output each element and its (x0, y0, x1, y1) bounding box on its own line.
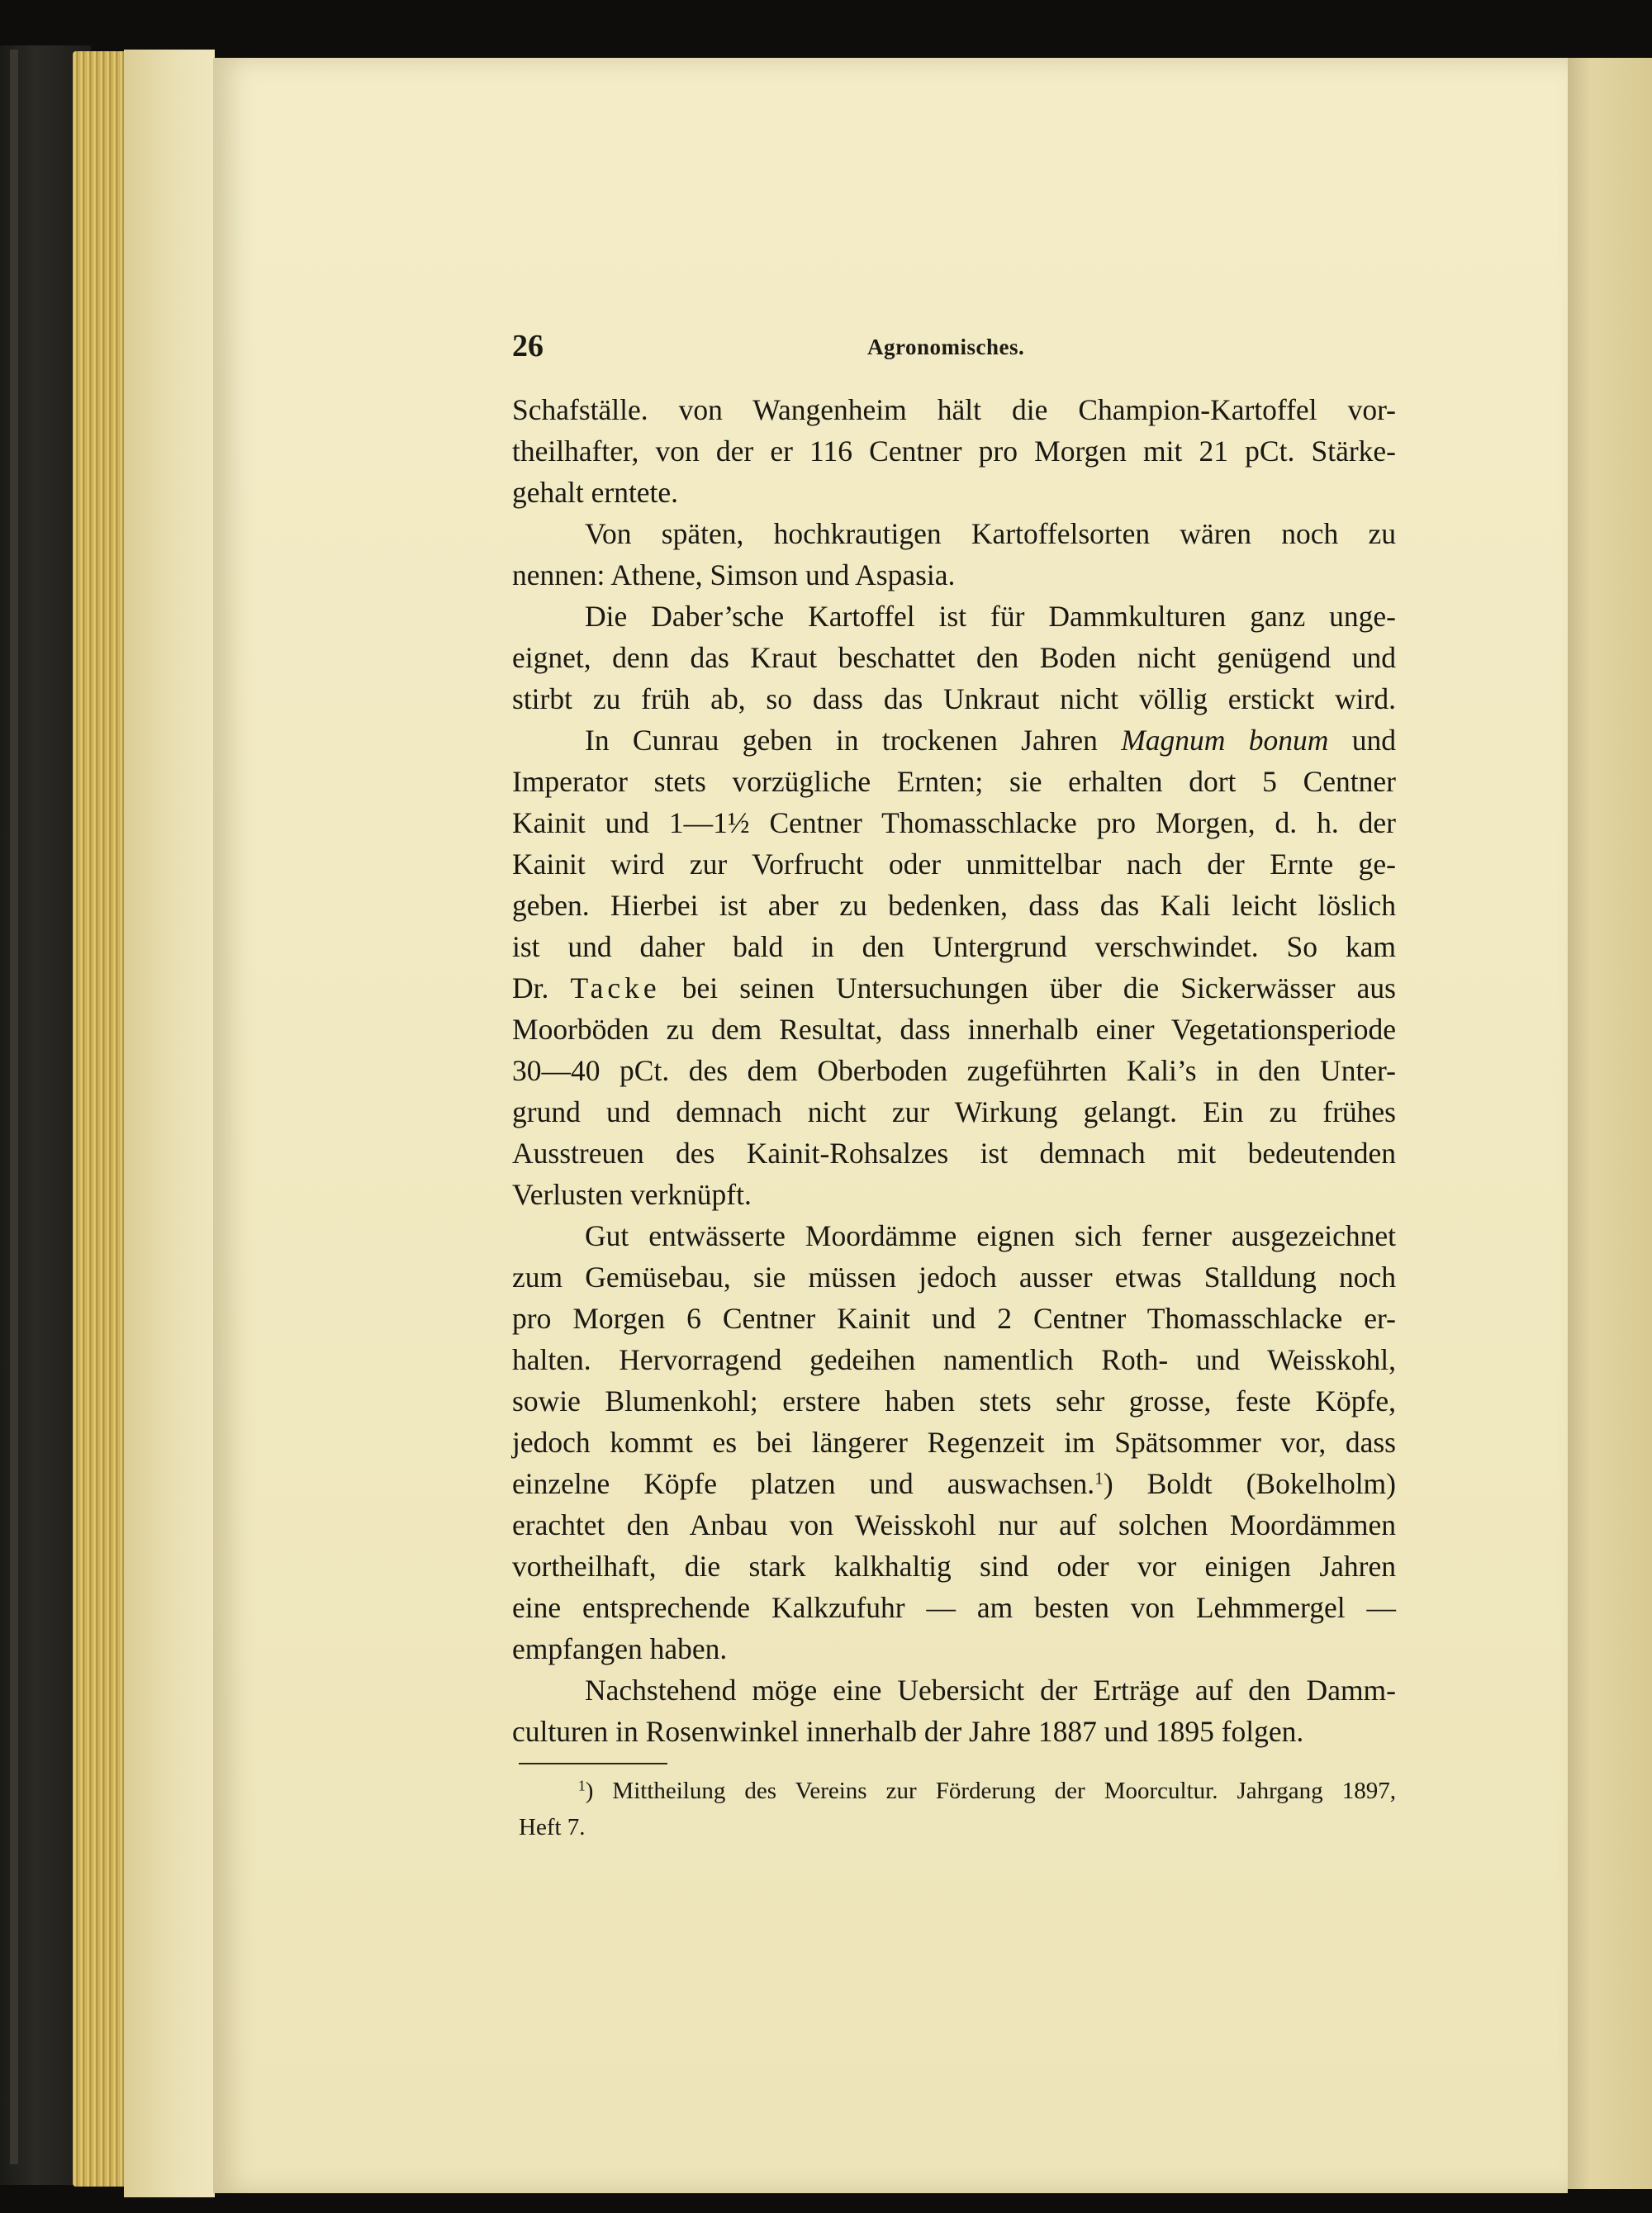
text-line: Kainit wird zur Vorfrucht oder unmittelbar nach der Ernte ge- (512, 848, 1396, 881)
text-line: Nachstehend möge eine Uebersicht der Erträge auf den Damm- (585, 1674, 1396, 1707)
footnote (519, 1773, 1396, 1845)
italic-variety-name: Magnum bonum (1121, 724, 1329, 757)
page-header (512, 328, 1421, 369)
text-line: culturen in Rosenwinkel innerhalb der Jahre 1887 und 1895 folgen. (512, 1715, 1304, 1748)
text-line: gehalt erntete. (512, 476, 679, 509)
footnote-reference: 1 (1094, 1468, 1104, 1489)
text-line: eignet, denn das Kraut beschattet den Boden nicht genügend und (512, 641, 1396, 674)
text-line: zum Gemüsebau, sie müssen jedoch ausser etwas Stalldung noch (512, 1261, 1396, 1294)
facing-page-edge (1565, 58, 1652, 2189)
text-line: eine entsprechende Kalkzufuhr — am besten von Lehmmergel — (512, 1591, 1396, 1624)
spaced-author-name: Tacke (570, 971, 661, 1004)
text-line: sowie Blumenkohl; erstere haben stets sehr grosse, feste Köpfe, (512, 1384, 1396, 1418)
text-line: Gut entwässerte Moordämme eignen sich ferner ausgezeichnet (585, 1219, 1396, 1252)
text-line: Ausstreuen des Kainit-Rohsalzes ist demnach mit bedeutenden (512, 1137, 1396, 1170)
text-line: stirbt zu früh ab, so dass das Unkraut nicht völlig erstickt wird. (512, 682, 1396, 715)
text-line: Verlusten verknüpft. (512, 1178, 752, 1211)
cover-edge (10, 50, 18, 2164)
text-line: theilhafter, von der er 116 Centner pro Morgen mit 21 pCt. Stärke- (512, 435, 1396, 468)
body-text (512, 389, 1396, 1752)
text-line-tacke: Dr. Tacke bei seinen Untersuchungen über die Sickerwässer aus (512, 971, 1397, 1004)
running-title: Agronomisches. (867, 335, 1025, 359)
text-line: jedoch kommt es bei längerer Regenzeit im Spätsommer vor, dass (512, 1426, 1396, 1459)
text-line: Schafställe. von Wangenheim hält die Champion-Kartoffel vor- (512, 393, 1396, 426)
footnote-line: $^1$) Mittheilung des Vereins zur Förderung der Moorcultur. Jahrgang 1897, (578, 1777, 1396, 1804)
footnote-line: Heft 7. (519, 1814, 586, 1840)
text-line: Die Daber’sche Kartoffel ist für Dammkulturen ganz unge- (585, 600, 1396, 633)
footnote-rule (519, 1763, 667, 1764)
text-line-magnum-bonum: In Cunrau geben in trockenen Jahren Magnum bonum und (585, 724, 1396, 757)
text-line: nennen: Athene, Simson und Aspasia. (512, 558, 956, 591)
text-line: empfangen haben. (512, 1632, 728, 1665)
page-stack-shadow (124, 50, 215, 2197)
text-line: Imperator stets vorzügliche Ernten; sie erhalten dort 5 Centner (512, 765, 1396, 798)
text-line: grund und demnach nicht zur Wirkung gelangt. Ein zu frühes (512, 1095, 1396, 1128)
text-line: vortheilhaft, die stark kalkhaltig sind oder vor einigen Jahren (512, 1550, 1396, 1583)
text-line: Kainit und 1—1½ Centner Thomasschlacke pro Morgen, d. h. der (512, 806, 1396, 839)
text-line: erachtet den Anbau von Weisskohl nur auf solchen Moordämmen (512, 1508, 1396, 1541)
text-line-footnote-ref: einzelne Köpfe platzen und auswachsen.$^1$) Boldt (Bokelholm) (512, 1467, 1396, 1500)
text-line: 30—40 pCt. des dem Oberboden zugeführten Kali’s in den Unter- (512, 1054, 1396, 1087)
text-line: pro Morgen 6 Centner Kainit und 2 Centner Thomasschlacke er- (512, 1302, 1396, 1335)
page-number: 26 (512, 329, 544, 363)
footnote-marker: 1 (578, 1777, 586, 1794)
text-line: Moorböden zu dem Resultat, dass innerhalb einer Vegetationsperiode (512, 1013, 1396, 1046)
text-line: geben. Hierbei ist aber zu bedenken, dass das Kali leicht löslich (512, 889, 1396, 922)
text-line: halten. Hervorragend gedeihen namentlich Roth- und Weisskohl, (512, 1343, 1396, 1376)
text-line: ist und daher bald in den Untergrund verschwindet. So kam (512, 930, 1396, 963)
text-line: Von späten, hochkrautigen Kartoffelsorten wären noch zu (585, 517, 1396, 550)
